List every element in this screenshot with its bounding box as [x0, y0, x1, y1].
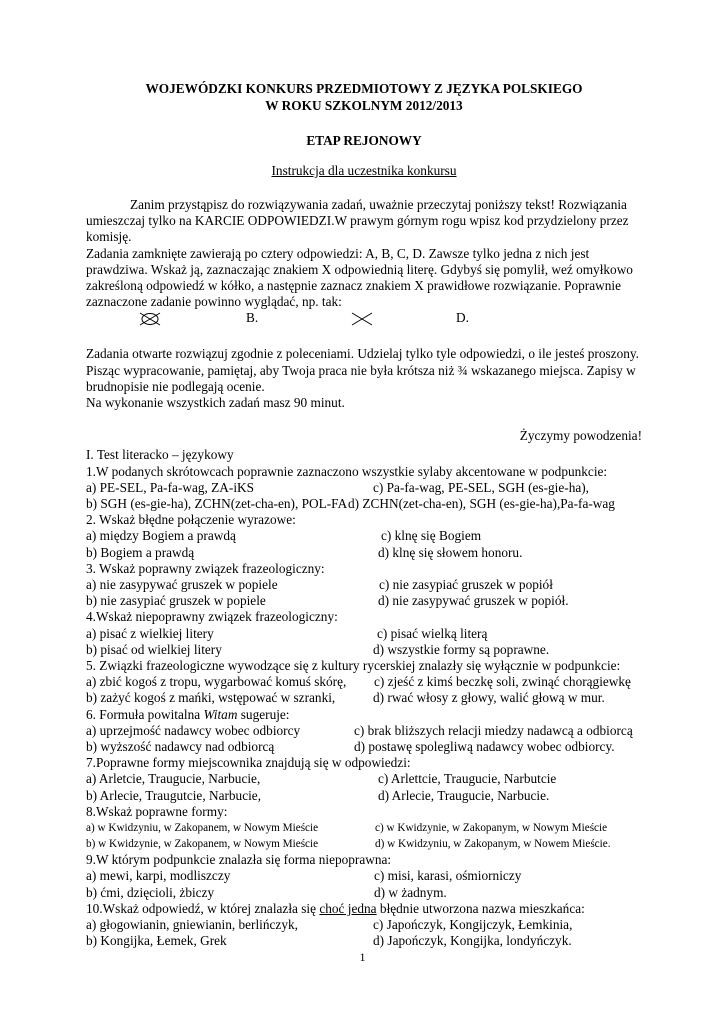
answer-6b: b) wyższość nadawcy nad odbiorcą [86, 738, 275, 754]
question-1-row-1 [86, 480, 642, 496]
question-8-row-2 [86, 836, 642, 852]
answer-2b: b) Bogiem a prawdą [86, 544, 195, 560]
answer-2a: a) między Bogiem a prawdą [86, 528, 236, 544]
question-9-row-1 [86, 868, 642, 884]
answer-5c: c) zjeść z kimś beczkę soli, zwinąć chorągiewkę [374, 674, 631, 690]
stage-heading: ETAP REJONOWY [306, 133, 422, 148]
answer-6a: a) uprzejmość nadawcy wobec odbiorcy [86, 722, 301, 738]
question-7-row-2 [86, 788, 642, 804]
answer-1d: d) ZCHN(zet-cha-en), SGH (es-gie-ha),Pa-fa-wag [348, 496, 615, 512]
question-10-underlined: choć jedna [319, 900, 377, 916]
question-7: 7.Poprawne formy miejscownika znajdują się w odpowiedzi: [86, 755, 411, 771]
answer-10a: a) głogowianin, gniewianin, berlińczyk, [86, 917, 298, 933]
answer-10c: c) Japończyk, Kongijczyk, Łemkinia, [373, 917, 573, 933]
answer-5a: a) zbić kogoś z tropu, wygarbować komuś skórę, [86, 674, 347, 690]
instruction-paragraph-2: Zadania zamknięte zawierają po cztery odpowiedzi: A, B, C, D. Zawsze tylko jedna z nich jest prawdziwa. Wskaż ją, zaznaczając znakiem X odpowiednią literę. Gdybyś się pomylił, weź omyłkowo zakreśloną odpowiedź w kółko, a następnie zaznacz znakiem X prawidłowe rozwiązanie. Poprawnie zaznaczone zadanie powinno wyglądać, np. tak: [86, 245, 633, 310]
answer-3c: c) nie zasypiać gruszek w popiół [379, 577, 553, 592]
marking-example [86, 310, 642, 328]
question-4-row-1 [86, 626, 642, 642]
question-10-row-1 [86, 917, 642, 933]
answer-7a: a) Arletcie, Traugucie, Narbucie, [86, 771, 261, 787]
answer-10d: d) Japończyk, Kongijka, londyńczyk. [373, 933, 572, 949]
question-10-text: 10.Wskaż odpowiedź, w której znalazła się [86, 900, 320, 916]
answer-9c: c) misi, karasi, ośmiorniczy [374, 868, 522, 884]
answer-1c: c) Pa-fa-wag, PE-SEL, SGH (es-gie-ha), [373, 479, 590, 495]
answer-2d: d) klnę się słowem honoru. [378, 544, 523, 560]
answer-5b: b) zażyć kogoś z mańki, wstępować w szranki, [86, 690, 336, 706]
question-7-row-1 [86, 771, 642, 787]
question-8-row-1 [86, 820, 642, 836]
question-6-text: 6. Formuła powitalna [86, 706, 204, 722]
question-9: 9.W którym podpunkcie znalazła się forma niepoprawna: [86, 852, 392, 868]
question-10 [86, 901, 642, 917]
answer-7c: c) Arlettcie, Traugucie, Narbutcie [378, 771, 557, 787]
question-6-row-2 [86, 739, 642, 755]
answer-8b: b) w Kwidzynie, w Zakopanem, w Nowym Mieście [86, 838, 319, 851]
answer-5d: d) rwać włosy z głowy, walić głową w mur. [373, 690, 605, 706]
instruction-paragraph-3: Zadania otwarte rozwiązuj zgodnie z poleceniami. Udzielaj tylko tyle odpowiedzi, o ile jesteś proszony. [86, 346, 639, 362]
answer-4c: c) pisać wielką literą [377, 625, 488, 641]
answer-3b: b) nie zasypiać gruszek w popiele [86, 593, 266, 609]
question-6-row-1 [86, 723, 642, 739]
answer-4b: b) pisać od wielkiej litery [86, 641, 222, 657]
circled-cross-mark-icon [138, 312, 162, 326]
question-5-row-2 [86, 690, 642, 706]
question-2-row-2 [86, 545, 642, 561]
question-2: 2. Wskaż błędne połączenie wyrazowe: [86, 512, 296, 528]
answer-1a: a) PE-SEL, Pa-fa-wag, ZA-iKS [86, 479, 255, 495]
instruction-paragraph-4: Pisząc wypracowanie, pamiętaj, aby Twoja praca nie była krótsza niż ¾ wskazanego miejsca. Zapisy w brudnopisie nie podlegają ocenie. [86, 362, 636, 394]
question-10-row-2 [86, 933, 642, 949]
page-number: 1 [359, 950, 366, 964]
question-1-row-2 [86, 496, 642, 512]
question-1: 1.W podanych skrótowcach poprawnie zaznaczono wszystkie sylaby akcentowane w podpunkcie: [86, 463, 608, 479]
question-4-row-2 [86, 642, 642, 658]
answer-6c: c) brak bliższych relacji miedzy nadawcą a odbiorcą [354, 722, 633, 738]
answer-4d: d) wszystkie formy są poprawne. [373, 641, 550, 657]
good-luck-wish: Życzymy powodzenia! [519, 428, 642, 444]
answer-3a: a) nie zasypywać gruszek w popiele [86, 577, 278, 592]
question-8: 8.Wskaż poprawne formy: [86, 803, 228, 819]
answer-6d: d) postawę spolegliwą nadawcy wobec odbiorcy. [354, 738, 615, 754]
answer-2c: c) klnę się Bogiem [381, 528, 482, 544]
answer-10b: b) Kongijka, Łemek, Grek [86, 933, 227, 949]
question-3: 3. Wskaż poprawny związek frazeologiczny: [86, 560, 325, 576]
question-6-emphasis: Witam [203, 706, 238, 722]
question-6-text-end: sugeruje: [237, 706, 290, 722]
question-3-row-2 [86, 593, 642, 609]
answer-8a: a) w Kwidzyniu, w Zakopanem, w Nowym Mieście [86, 821, 319, 834]
answer-4a: a) pisać z wielkiej litery [86, 625, 214, 641]
instruction-paragraph-1: Zanim przystąpisz do rozwiązywania zadań, uważnie przeczytaj poniższy tekst! Rozwiązania umieszczaj tylko na KARCIE ODPOWIEDZI.W prawym górnym rogu wpisz kod przydzielony przez komisję. [86, 197, 629, 245]
answer-8d: d) w Kwidzyniu, w Zakopanym, w Nowem Mieście. [375, 838, 611, 851]
question-6 [86, 707, 642, 723]
example-option-b: B. [246, 310, 259, 326]
question-10-text-end: błędnie utworzona nazwa mieszkańca: [376, 900, 585, 916]
question-5-row-1 [86, 674, 642, 690]
question-3-row-1 [86, 577, 642, 593]
instruction-paragraph-5: Na wykonanie wszystkich zadań masz 90 minut. [86, 395, 345, 411]
answer-3d: d) nie zasypywać gruszek w popiół. [378, 593, 569, 609]
example-option-d: D. [456, 310, 469, 326]
answer-1b: b) SGH (es-gie-ha), ZCHN(zet-cha-en), POL-FA [86, 496, 348, 512]
answer-9a: a) mewi, karpi, modliszczy [86, 868, 231, 884]
section-title: I. Test literacko – językowy [86, 447, 234, 463]
answer-7b: b) Arlecie, Traugutcie, Narbucie, [86, 787, 262, 803]
question-4: 4.Wskaż niepoprawny związek frazeologiczny: [86, 609, 338, 625]
question-9-row-2 [86, 885, 642, 901]
answer-8c: c) w Kwidzynie, w Zakopanym, w Nowym Mieście [375, 821, 608, 834]
cross-mark-icon [351, 312, 373, 326]
document-page [86, 80, 642, 949]
question-2-row-1 [86, 528, 642, 544]
title-line-1: WOJEWÓDZKI KONKURS PRZEDMIOTOWY Z JĘZYKA POLSKIEGO [145, 81, 583, 96]
document-title [86, 80, 642, 114]
answer-9d: d) w żadnym. [374, 884, 447, 900]
answer-7d: d) Arlecie, Traugucie, Narbucie. [378, 787, 550, 803]
title-line-2: W ROKU SZKOLNYM 2012/2013 [265, 98, 463, 113]
instruction-heading: Instrukcja dla uczestnika konkursu [271, 163, 457, 178]
answer-9b: b) ćmi, dzięcioli, żbiczy [86, 884, 215, 900]
question-5: 5. Związki frazeologiczne wywodzące się z kultury rycerskiej znalazły się wyłącznie w podpunkcie: [86, 657, 621, 673]
